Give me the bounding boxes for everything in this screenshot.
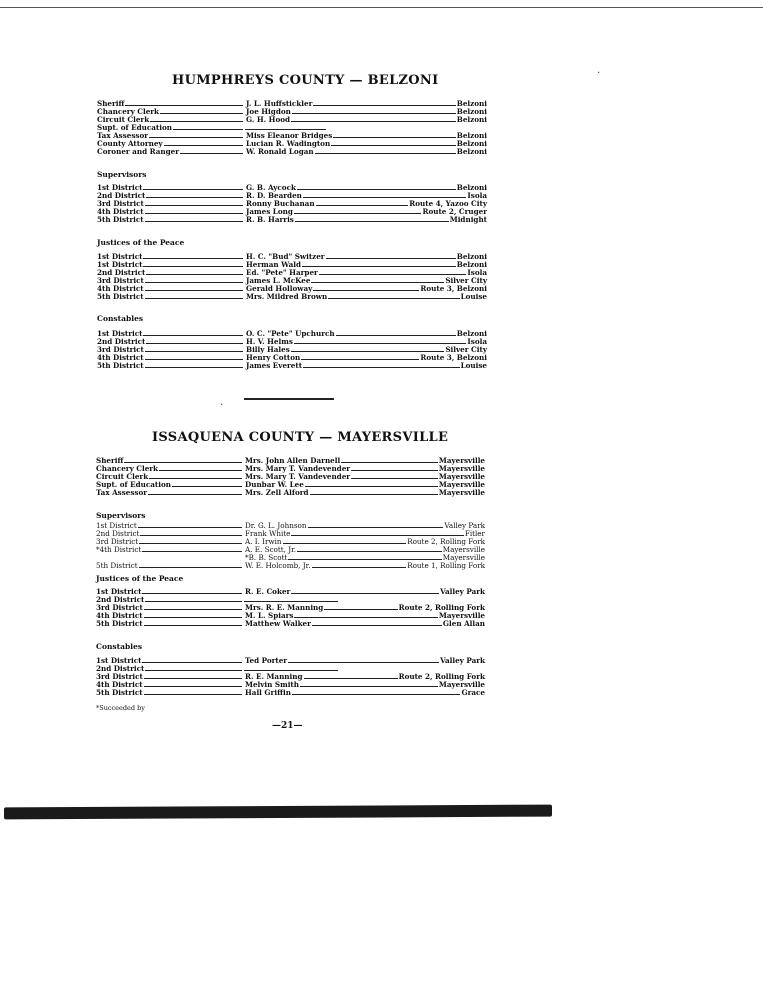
town-name: Belzoni	[456, 107, 487, 117]
town-name: Silver City	[445, 345, 487, 355]
town-name: Belzoni	[456, 115, 487, 125]
town-name: Glen Allan	[442, 619, 485, 629]
official-name: O. C. "Pete" Upchurch	[246, 329, 335, 338]
official-name: Billy Hales	[246, 345, 290, 355]
directory-row	[96, 657, 485, 665]
humphreys-justices-heading: Justices of the Peace	[97, 238, 185, 247]
office-label: 5th District	[96, 688, 143, 698]
official-name: *B. B. Scott	[245, 553, 288, 563]
official-name: Henry Cotton	[246, 353, 301, 363]
office-label: 4th District	[97, 353, 144, 363]
office-label: Chancery Clerk	[96, 464, 159, 474]
directory-row	[96, 620, 485, 628]
official-name: H. C. "Bud" Switzer	[246, 252, 325, 261]
official-name: R. B. Harris	[246, 215, 294, 225]
humphreys-officers-list	[97, 100, 487, 156]
official-name: W. Ronald Logan	[246, 147, 314, 157]
official-name: J. L. Huffstickler	[246, 99, 313, 108]
official-name: G. H. Hood	[246, 115, 291, 125]
office-label: 3rd District	[97, 276, 144, 286]
office-label: 5th District	[97, 361, 144, 371]
town-name: Mayersville	[442, 545, 485, 555]
office-label: Sheriff	[97, 99, 125, 108]
office-label: 2nd District	[97, 191, 146, 201]
directory-row	[97, 216, 487, 224]
town-name: Belzoni	[456, 139, 487, 149]
office-label: 1st District	[97, 252, 143, 261]
town-name: Isola	[467, 268, 487, 278]
office-label: Tax Assessor	[96, 488, 148, 498]
scan-speck: ·	[597, 68, 601, 79]
official-name: Mrs. Zell Alford	[245, 488, 309, 498]
official-name: Gerald Holloway	[246, 284, 313, 294]
humphreys-county-title: HUMPHREYS COUNTY — BELZONI	[172, 73, 439, 88]
humphreys-justices-list	[97, 253, 487, 301]
office-label: 3rd District	[97, 345, 144, 355]
office-label: *4th District	[96, 545, 142, 555]
office-label: 1st District	[96, 521, 137, 530]
office-label: 1st District	[96, 587, 142, 596]
official-name: Ed. "Pete" Harper	[246, 268, 318, 278]
official-name: Ronny Buchanan	[246, 199, 315, 209]
official-name: Frank White	[245, 529, 291, 539]
office-label: 5th District	[96, 561, 138, 571]
town-name: Route 2, Cruger	[422, 207, 487, 217]
town-name: Louise	[460, 361, 487, 371]
town-name: Louise	[460, 292, 487, 302]
official-name: Herman Wald	[246, 260, 302, 270]
town-name: Mayersville	[438, 488, 485, 498]
office-label: 1st District	[97, 183, 143, 192]
office-label: Supt. of Education	[96, 480, 171, 490]
official-name: Ted Porter	[245, 656, 288, 665]
town-name: Belzoni	[456, 131, 487, 141]
directory-row	[96, 489, 485, 497]
office-label: 5th District	[96, 619, 143, 629]
official-name: W. E. Holcomb, Jr.	[245, 561, 311, 571]
town-name: Belzoni	[456, 183, 487, 192]
official-name: James Everett	[246, 361, 303, 371]
directory-row	[97, 108, 487, 116]
directory-row	[96, 562, 485, 570]
official-name: Melvin Smith	[245, 680, 299, 690]
section-divider	[244, 398, 334, 400]
town-name: Midnight	[449, 215, 487, 225]
office-label: 2nd District	[97, 337, 146, 347]
official-name: A. I. Irwin	[245, 537, 282, 547]
humphreys-constables-list	[97, 330, 487, 370]
town-name: Silver City	[445, 276, 487, 286]
official-name: Joe Higdon	[246, 107, 291, 117]
official-name: Mrs. John Allen Darnell	[245, 456, 341, 465]
issaquena-justices-list	[96, 588, 485, 628]
bottom-edge-bar	[4, 805, 552, 820]
office-label: 3rd District	[96, 672, 143, 682]
office-label: 2nd District	[96, 595, 145, 605]
town-name: Route 2, Rolling Fork	[398, 672, 485, 682]
official-name: Mrs. Mary T. Vandevender	[245, 464, 351, 474]
official-name: Miss Eleanor Bridges	[246, 131, 333, 141]
office-label: 2nd District	[96, 664, 145, 674]
official-name: M. L. Spiars	[245, 611, 294, 621]
office-label: Chancery Clerk	[97, 107, 160, 117]
issaquena-constables-heading: Constables	[96, 642, 143, 651]
leader-line	[244, 670, 338, 671]
page-number: —21—	[272, 721, 303, 731]
office-label: 4th District	[96, 680, 143, 690]
town-name: Mayersville	[438, 680, 485, 690]
office-label: 3rd District	[97, 199, 144, 209]
official-name: Matthew Walker	[245, 619, 311, 629]
office-label: 3rd District	[96, 537, 139, 547]
issaquena-justices-heading: Justices of the Peace	[96, 574, 184, 583]
official-name: G. B. Aycock	[246, 183, 296, 192]
town-name: Isola	[467, 337, 487, 347]
office-label: 1st District	[97, 329, 143, 338]
humphreys-supervisors-list	[97, 184, 487, 224]
town-name: Route 3, Belzoni	[420, 353, 487, 363]
office-label: Sheriff	[96, 456, 124, 465]
town-name: Route 2, Rolling Fork	[407, 537, 485, 547]
official-name: James Long	[246, 207, 293, 217]
office-label: 4th District	[97, 284, 144, 294]
official-name: Mrs. R. E. Manning	[245, 603, 324, 613]
directory-row	[96, 689, 485, 697]
town-name: Belzoni	[456, 329, 487, 338]
town-name: Valley Park	[444, 521, 485, 530]
office-label: Circuit Clerk	[97, 115, 150, 125]
office-label: Tax Assessor	[97, 131, 149, 141]
town-name: Isola	[467, 191, 487, 201]
directory-row	[97, 338, 487, 346]
official-name: Lucian R. Wadington	[246, 139, 331, 149]
office-label: 4th District	[97, 207, 144, 217]
office-label: 4th District	[96, 611, 143, 621]
issaquena-supervisors-heading: Supervisors	[96, 511, 146, 520]
office-label: County Attorney	[97, 139, 163, 149]
official-name: James L. McKee	[246, 276, 311, 286]
official-name: Dr. G. L. Johnson	[245, 521, 307, 530]
directory-row	[96, 546, 485, 554]
directory-row	[96, 588, 485, 596]
office-label: 2nd District	[96, 529, 140, 539]
office-label: 3rd District	[96, 603, 143, 613]
town-name: Valley Park	[440, 587, 485, 596]
issaquena-officers-list	[96, 457, 485, 497]
official-name: R. E. Coker	[245, 587, 291, 596]
town-name: Route 4, Yazoo City	[409, 199, 487, 209]
town-name: Valley Park	[440, 656, 485, 665]
official-name: Mrs. Mildred Brown	[246, 292, 328, 302]
town-name: Grace	[461, 688, 485, 698]
office-label: 2nd District	[97, 268, 146, 278]
top-edge-line	[0, 0, 763, 8]
office-label: 1st District	[97, 260, 143, 270]
town-name: Mayersville	[438, 480, 485, 490]
official-name: R. D. Bearden	[246, 191, 302, 201]
leader-line	[245, 129, 326, 130]
office-label: 1st District	[96, 656, 142, 665]
town-name: Route 2, Rolling Fork	[398, 603, 485, 613]
town-name: Route 3, Belzoni	[420, 284, 487, 294]
town-name: Mayersville	[438, 472, 485, 482]
humphreys-constables-heading: Constables	[97, 314, 144, 323]
town-name: Belzoni	[456, 147, 487, 157]
leader-line	[244, 601, 338, 602]
footnote: *Succeeded by	[96, 704, 145, 712]
scan-speck: ·	[220, 400, 224, 411]
official-name: R. E. Manning	[245, 672, 303, 682]
issaquena-county-title: ISSAQUENA COUNTY — MAYERSVILLE	[152, 430, 449, 445]
office-label: Circuit Clerk	[96, 472, 149, 482]
directory-row	[97, 148, 487, 156]
town-name: Mayersville	[442, 553, 485, 563]
town-name: Route 1, Rolling Fork	[407, 561, 485, 571]
town-name: Belzoni	[456, 260, 487, 270]
directory-row	[97, 362, 487, 370]
issaquena-constables-list	[96, 657, 485, 697]
town-name: Mayersville	[438, 464, 485, 474]
directory-row	[96, 522, 485, 530]
town-name: Fitler	[464, 529, 485, 539]
office-label: 5th District	[97, 292, 144, 302]
official-name: H. V. Helms	[246, 337, 293, 347]
directory-row	[97, 293, 487, 301]
humphreys-supervisors-heading: Supervisors	[97, 170, 147, 179]
town-name: Mayersville	[438, 456, 485, 465]
office-label: Coroner and Ranger	[97, 147, 180, 157]
office-label: 5th District	[97, 215, 144, 225]
official-name: Hall Griffin	[245, 688, 291, 698]
official-name: Dunbar W. Lee	[245, 480, 304, 490]
office-label: Supt. of Education	[97, 123, 172, 133]
town-name: Belzoni	[456, 99, 487, 108]
town-name: Belzoni	[456, 252, 487, 261]
official-name: Mrs. Mary T. Vandevender	[245, 472, 351, 482]
issaquena-supervisors-list	[96, 522, 485, 570]
official-name: A. E. Scott, Jr.	[245, 545, 297, 555]
town-name: Mayersville	[438, 611, 485, 621]
